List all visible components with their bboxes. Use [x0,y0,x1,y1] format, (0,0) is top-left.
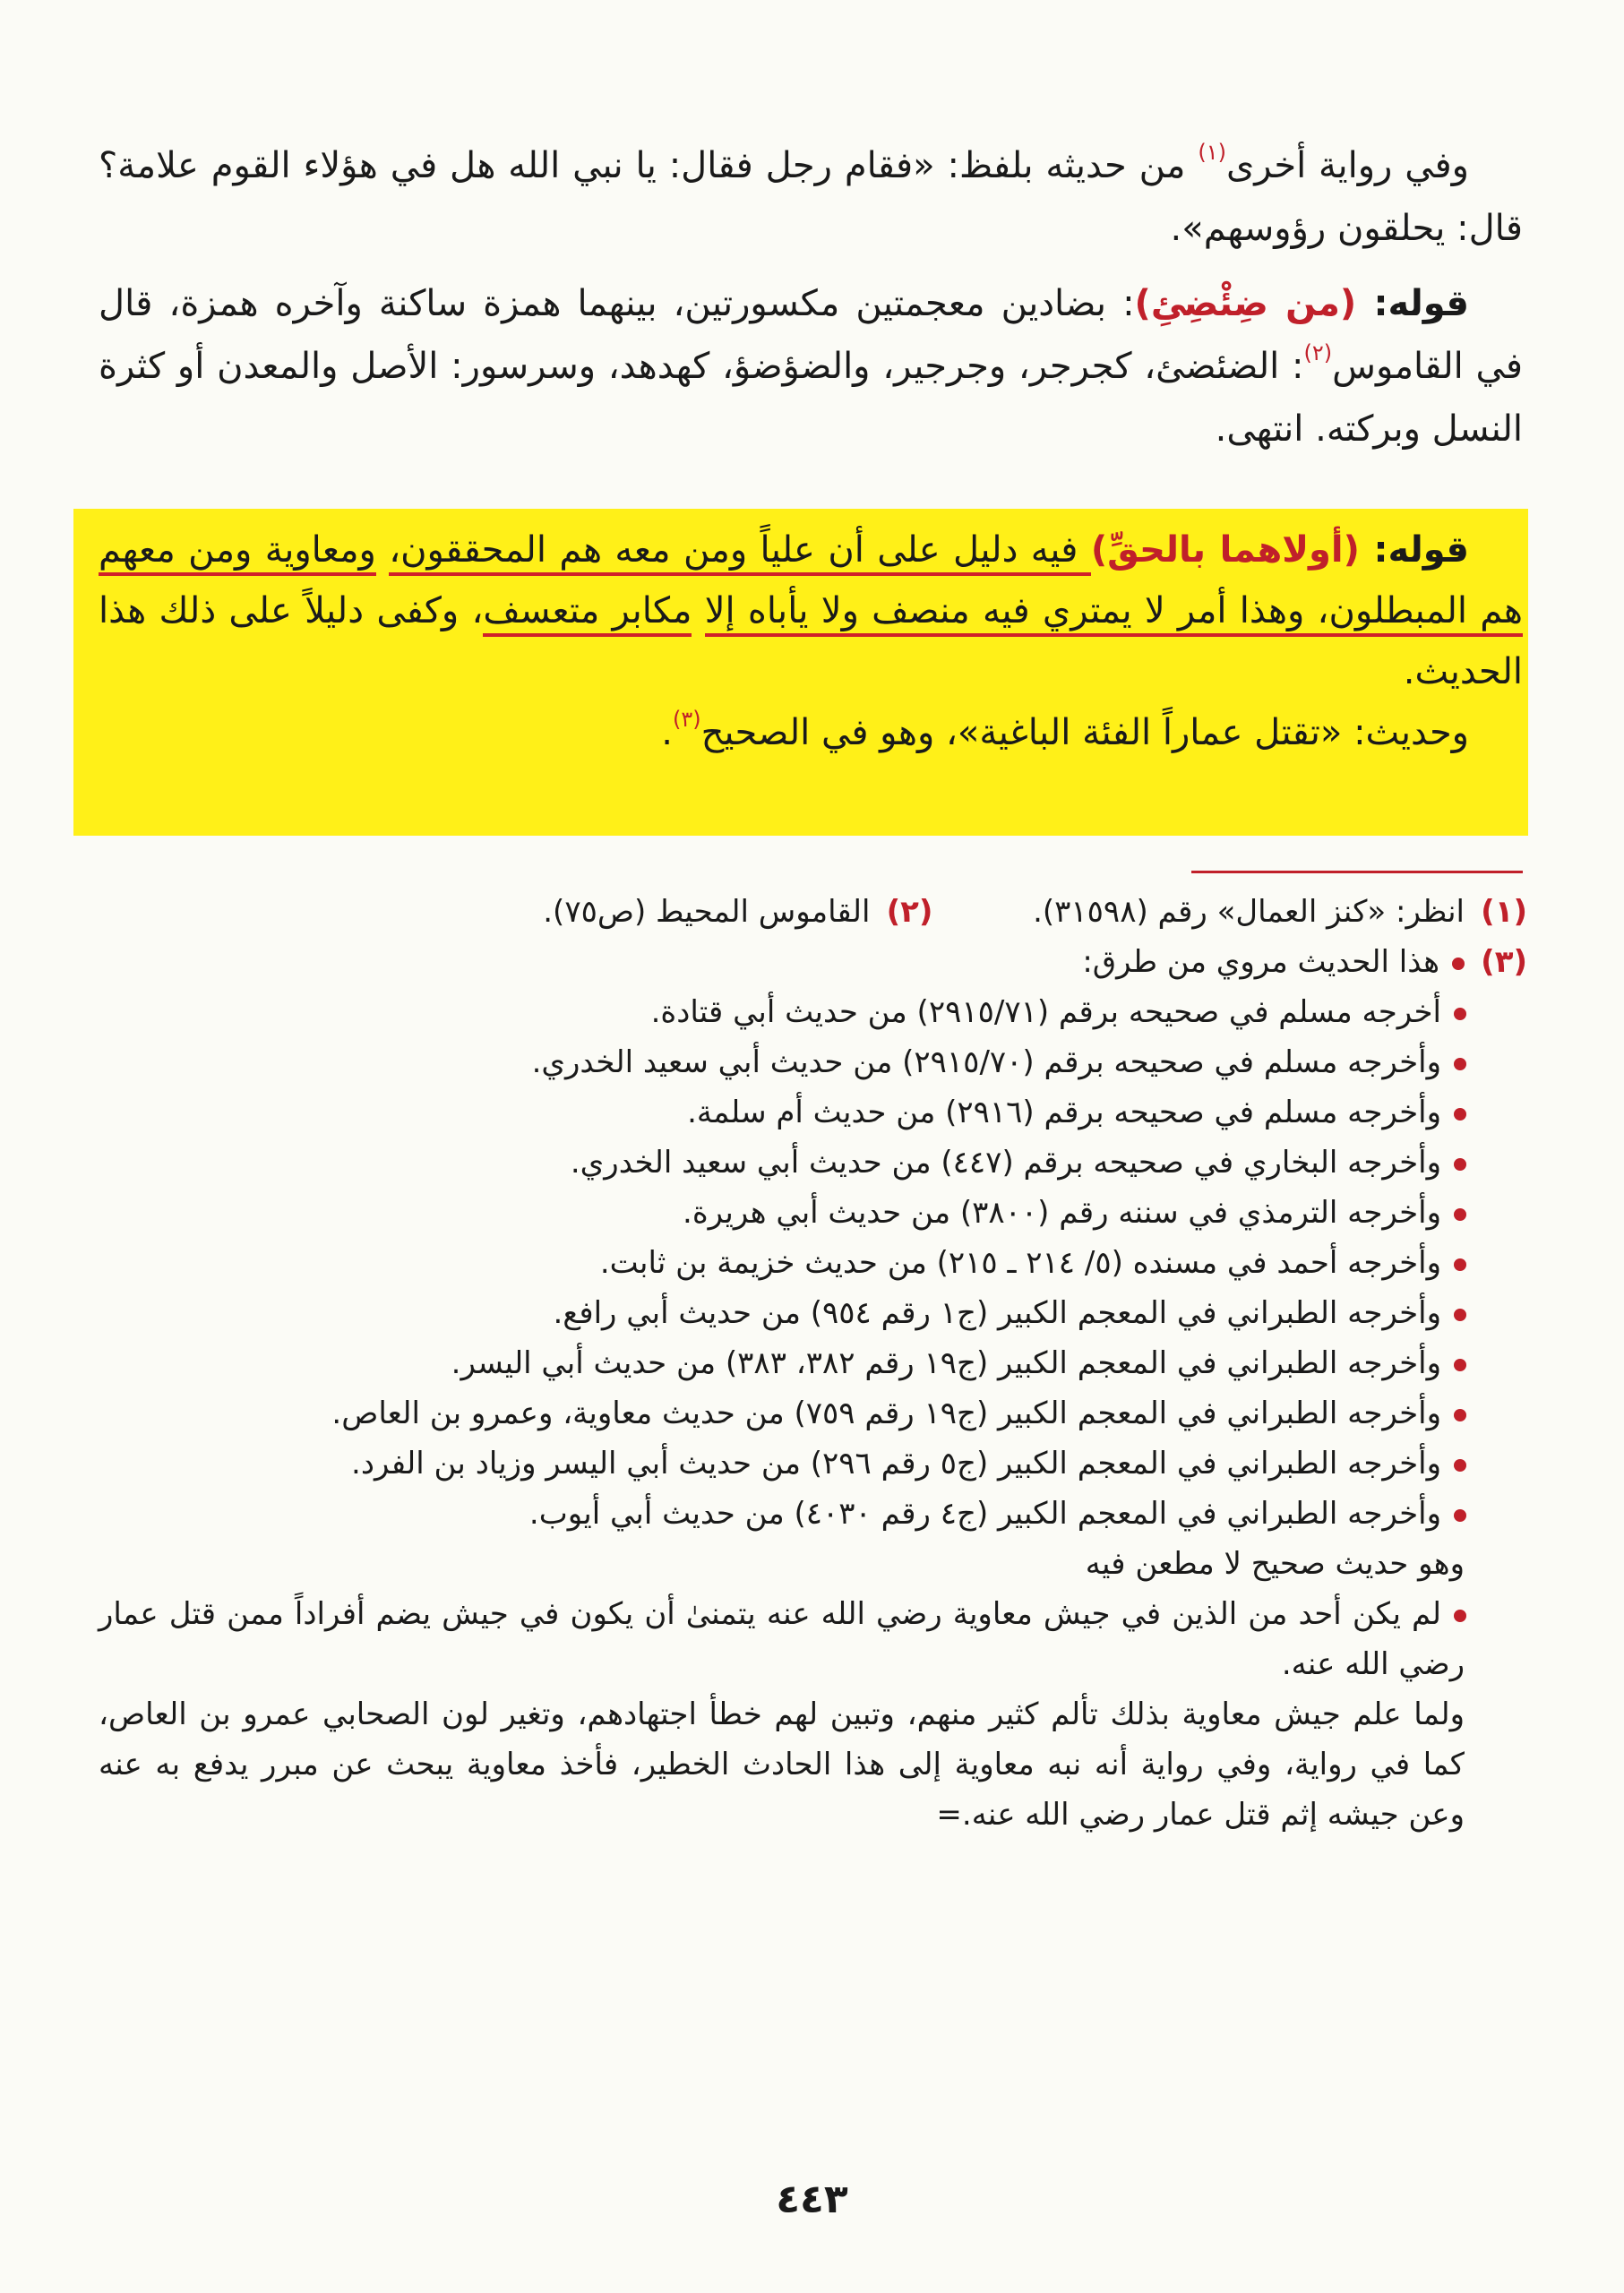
sahih-note: وهو حديث صحيح لا مطعن فيه [1085,1546,1465,1582]
main-text [99,134,1523,460]
paragraph-awlahuma [99,520,1523,702]
list-item [99,1288,1527,1338]
footnote-divider [1191,871,1523,873]
quoted-term: (من ضِئْضِئِ) [1134,283,1357,324]
highlighted-text [99,520,1523,763]
bullet-icon [1454,1509,1466,1522]
list-item [99,1138,1527,1188]
footnote-text: انظر: «كنز العمال» رقم (٣١٥٩٨). [1033,894,1465,930]
text-span: وحديث: «تقتل عماراً الفئة الباغية»، وهو في الصحيح [700,712,1469,753]
bullet-icon [1454,1058,1466,1070]
text-span: ، وكفى دليلاً على ذلك هذا الحديث. [99,590,1523,692]
bullet-icon [1454,1258,1466,1271]
text-span: : بضادين معجمتين مكسورتين، بينهما همزة ساكنة وآخره همزة، قال في القاموس [99,283,1523,387]
keyword-qawluhu: قوله: [1356,283,1469,324]
list-item-text: وأخرجه مسلم في صحيحه برقم (٢٩١٥/٧٠) من حديث أبي سعيد الخدري. [531,1044,1441,1080]
list-item-text: لم يكن أحد من الذين في جيش معاوية رضي الله عنه يتمنىٰ أن يكون في جيش يضم أفراداً ممن قتل عمار رضي الله عنه. [99,1596,1465,1682]
list-item-text: أخرجه مسلم في صحيحه برقم (٢٩١٥/٧١) من حديث أبي قتادة. [650,994,1441,1030]
list-item-text: وأخرجه الطبراني في المعجم الكبير (ج١٩ رقم ٣٨٢، ٣٨٣) من حديث أبي اليسر. [451,1345,1441,1381]
footnote-number: (٢) [886,894,933,930]
keyword-qawluhu: قوله: [1359,529,1470,571]
bullet-icon [1454,1409,1466,1421]
footnote-1-2 [99,887,1527,937]
paragraph-dhidhi [99,272,1523,460]
footnote-ref-2: (٢) [1303,340,1333,365]
list-item [99,1388,1527,1438]
footnote-3-intro [99,937,1527,987]
text-span: من حديثه بلفظ: «فقام رجل فقال: يا نبي الله هل في هؤلاء القوم علامة؟ قال: يحلقون رؤوسهم». [99,145,1523,249]
list-item-text: وأخرجه الطبراني في المعجم الكبير (ج٥ رقم ٢٩٦) من حديث أبي اليسر وزياد بن الفرد. [351,1446,1441,1481]
bullet-icon [1452,958,1465,970]
list-item [99,1589,1527,1689]
footnote-number: (١) [1481,894,1527,930]
list-item-text: وأخرجه البخاري في صحيحه برقم (٤٤٧) من حديث أبي سعيد الخدري. [570,1145,1441,1181]
bullet-icon [1454,1359,1466,1371]
bullet-icon [1454,1208,1466,1221]
footnote-ref-1: (١) [1198,140,1226,165]
list-item [99,1238,1527,1288]
list-item-text: وأخرجه الطبراني في المعجم الكبير (ج١ رقم ٩٥٤) من حديث أبي رافع. [553,1295,1441,1331]
footnotes [99,887,1527,1840]
paragraph-other-narration [99,134,1523,260]
bullet-icon [1454,1008,1466,1020]
paragraph-hadith-ammar [99,702,1523,763]
list-item-text: وأخرجه الترمذي في سننه رقم (٣٨٠٠) من حديث أبي هريرة. [683,1195,1441,1231]
underlined-text: فيه دليل على أن علياً ومن معه هم المحققون، [389,529,1091,576]
bullet-icon [1454,1158,1466,1171]
underlined-text: مكابر متعسف [483,590,692,637]
list-item [99,1489,1527,1539]
text-span: وفي رواية أخرى [1225,145,1469,186]
list-item [99,1037,1527,1087]
underlined-text: ومعاوية ومن معهم هم المبطلون، وهذا أمر لا يمتري فيه منصف ولا يأباه إلا [99,529,1523,637]
list-item [99,987,1527,1037]
bullet-icon [1454,1610,1466,1622]
text-span: . [661,712,673,753]
page-number: ٤٤٣ [776,2177,848,2222]
bullet-icon [1454,1309,1466,1321]
list-item [99,1338,1527,1388]
footnote-text: القاموس المحيط (ص٧٥). [543,894,871,930]
list-item [99,1087,1527,1138]
closing-paragraph: ولما علم جيش معاوية بذلك تألم كثير منهم، وتبين لهم خطأ اجتهادهم، وتغير لون الصحابي عمرو بن العاص، كما في رواية، وفي رواية أنه نبه معاوية إلى هذا الحادث الخطير، فأخذ معاوية يبحث عن مبرر يدفع به عنه وعن جيشه إثم قتل عمار رضي الله عنه.= [99,1696,1465,1833]
bullet-icon [1454,1108,1466,1121]
footnote-text: هذا الحديث مروي من طرق: [1082,944,1439,980]
list-item-text: وأخرجه الطبراني في المعجم الكبير (ج٤ رقم ٤٠٣٠) من حديث أبي أيوب. [528,1496,1441,1532]
quoted-term: (أولاهما بالحقِّ) [1090,529,1360,571]
bullet-icon [1454,1459,1466,1472]
list-item [99,1438,1527,1489]
footnote-ref-3: (٣) [672,707,701,732]
list-item-text: وأخرجه مسلم في صحيحه برقم (٢٩١٦) من حديث أم سلمة. [687,1095,1441,1130]
list-item-text: وأخرجه أحمد في مسنده (٥/ ٢١٤ ـ ٢١٥) من حديث خزيمة بن ثابت. [599,1245,1441,1281]
text-span: : الضئضئ، كجرجر، وجرجير، والضؤضؤ، كهدهد، وسرسور: الأصل والمعدن أو كثرة النسل وبركته. انتهى. [99,346,1523,450]
list-item-text: وأخرجه الطبراني في المعجم الكبير (ج١٩ رقم ٧٥٩) من حديث معاوية، وعمرو بن العاص. [331,1396,1441,1431]
list-item [99,1188,1527,1238]
footnote-number: (٣) [1481,944,1527,980]
